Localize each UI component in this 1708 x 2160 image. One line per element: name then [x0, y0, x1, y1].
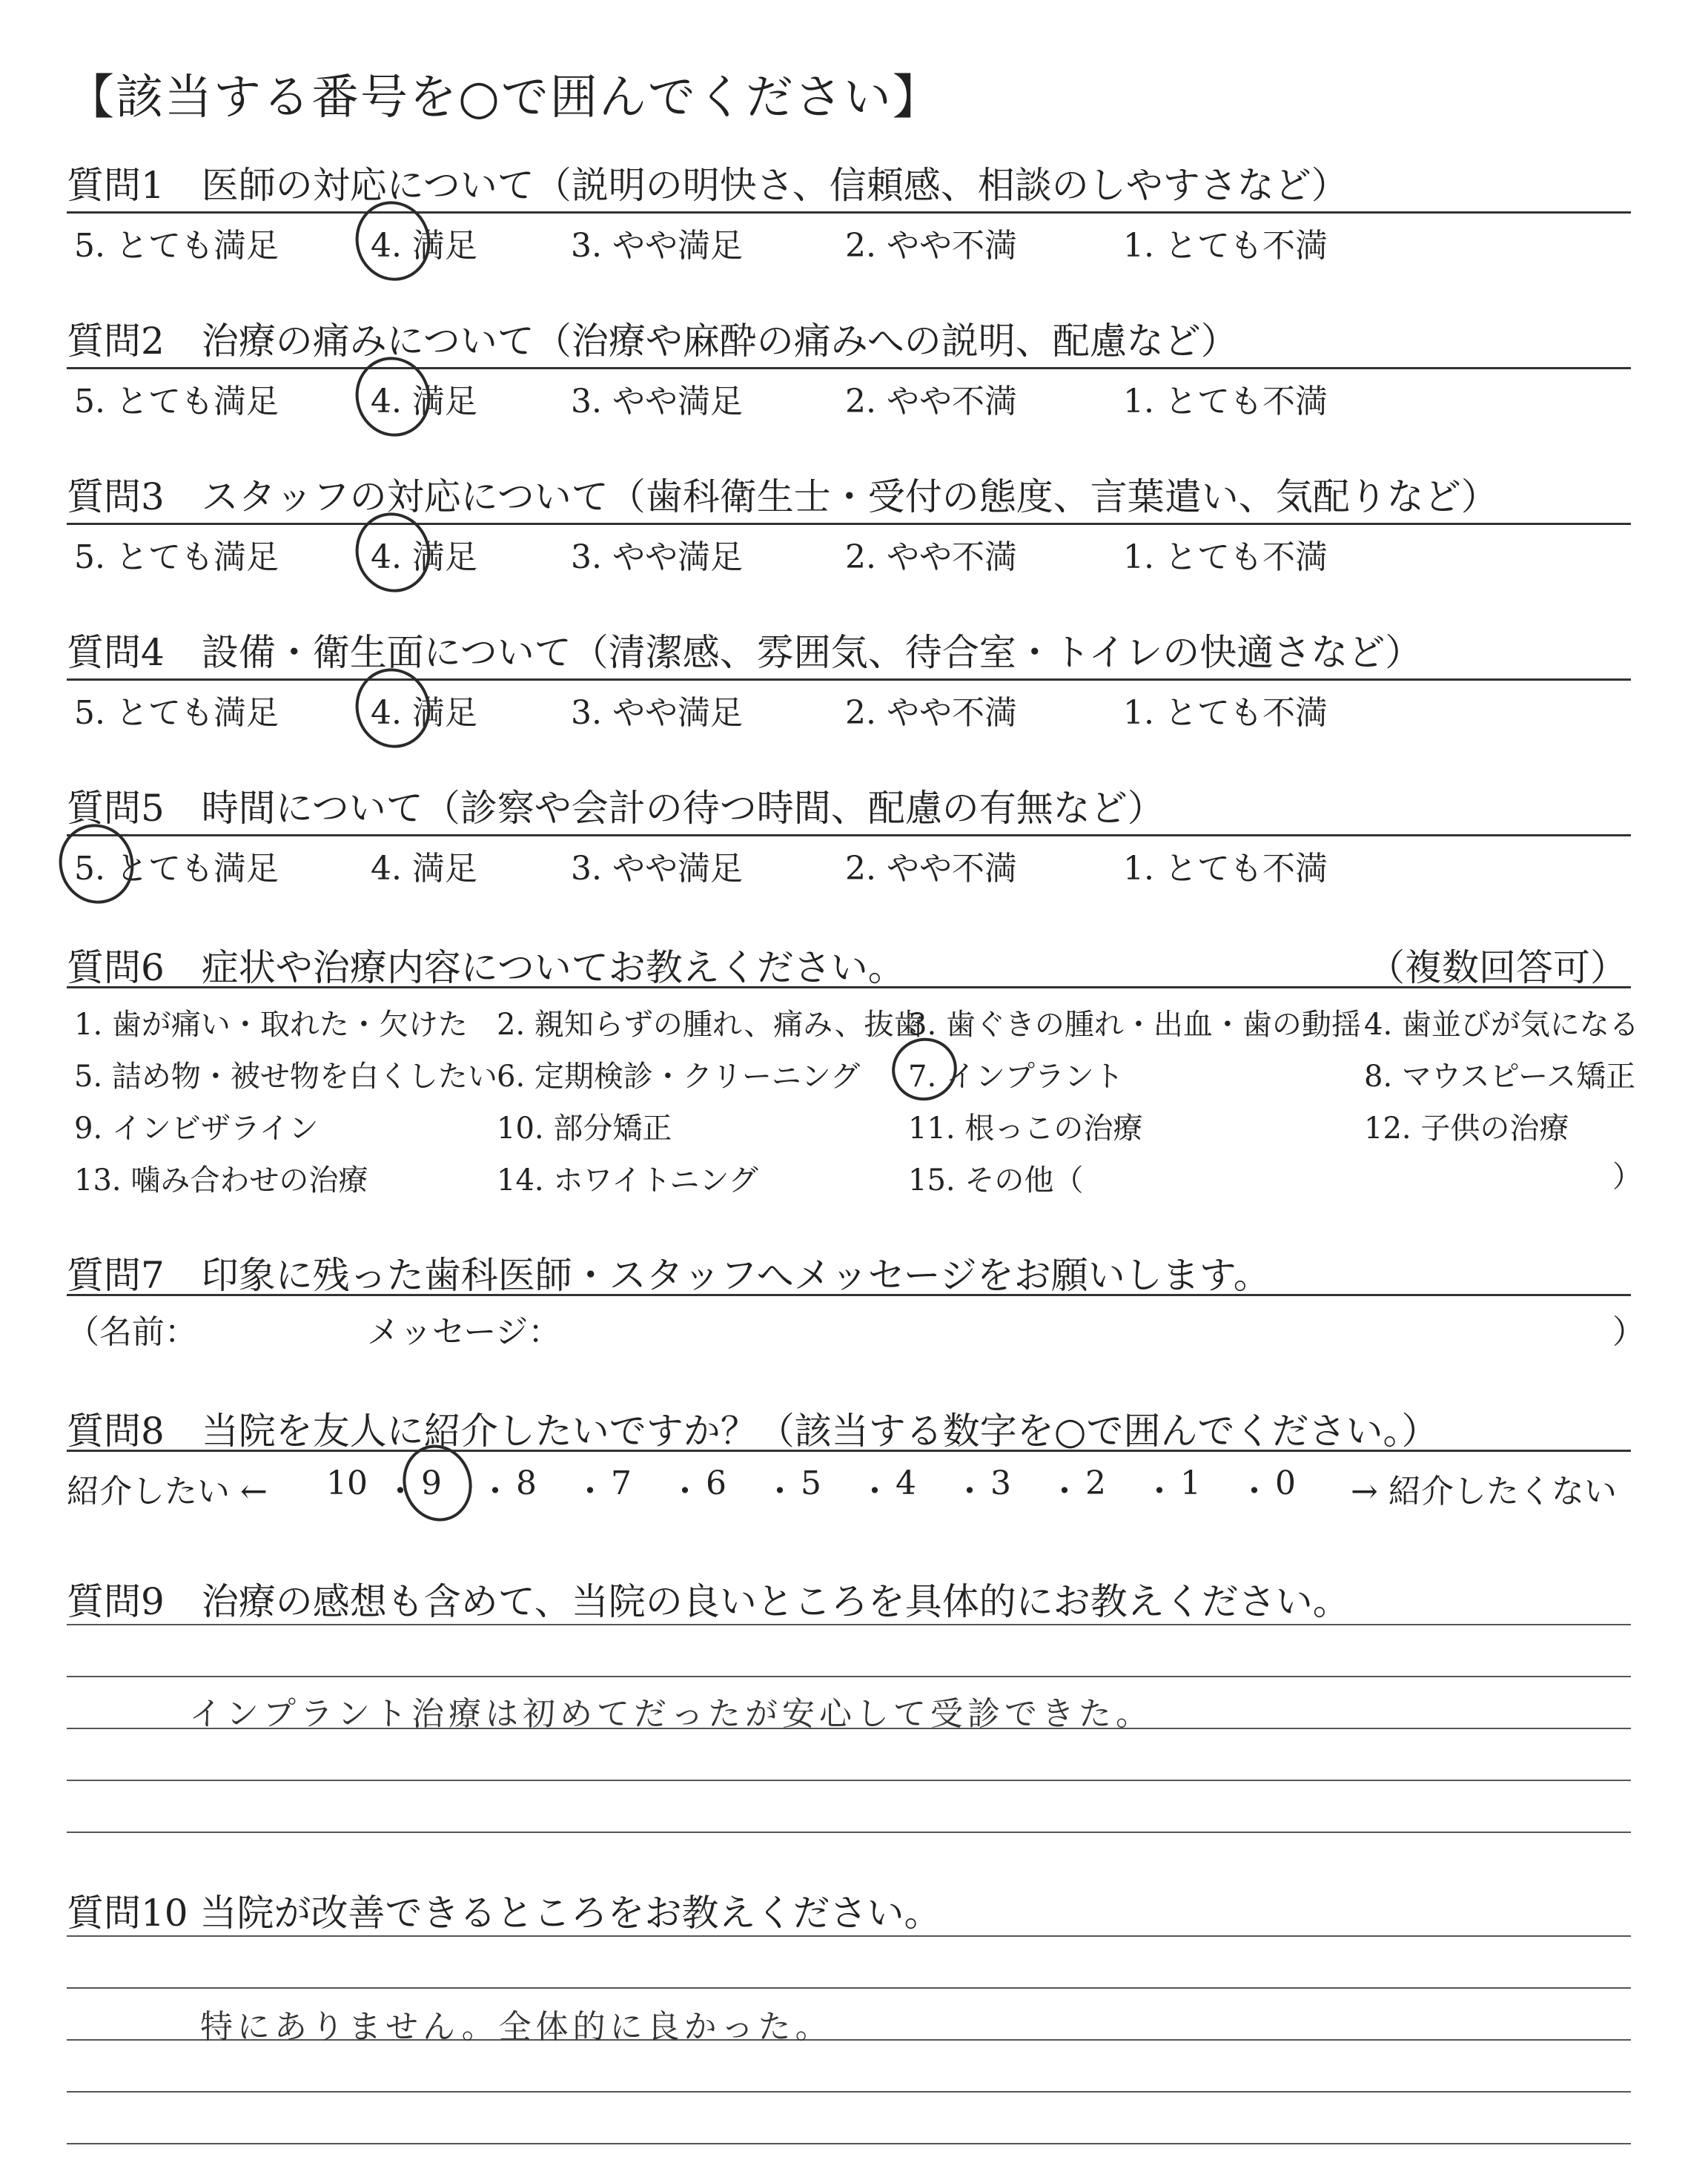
q8-separator: ・	[1048, 1473, 1081, 1510]
q2-option-4[interactable]: 4. 満足	[371, 383, 477, 420]
q8-title: 質問8 当院を友人に紹介したいですか？（該当する数字を○で囲んでください。）	[67, 1410, 1439, 1453]
q9-line-4	[67, 1780, 1631, 1781]
q6-option-6[interactable]: 6. 定期検診・クリーニング	[497, 1060, 861, 1094]
q3-option-4[interactable]: 4. 満足	[371, 538, 477, 576]
q1-option-4[interactable]: 4. 満足	[371, 227, 477, 265]
q3-option-3[interactable]: 3. やや満足	[571, 538, 743, 576]
q9-line-5	[67, 1832, 1631, 1833]
q8-separator: ・	[1238, 1473, 1271, 1510]
q6-option-13[interactable]: 13. 噛み合わせの治療	[74, 1163, 368, 1198]
q2-rule	[67, 367, 1631, 369]
q5-option-4[interactable]: 4. 満足	[371, 850, 477, 888]
q8-separator: ・	[953, 1473, 986, 1510]
q4-option-5[interactable]: 5. とても満足	[74, 694, 279, 732]
q6-option-9[interactable]: 9. インビザライン	[74, 1112, 319, 1146]
q4-option-4[interactable]: 4. 満足	[371, 694, 477, 732]
q6-option-11[interactable]: 11. 根っこの治療	[908, 1112, 1143, 1146]
q4-option-1[interactable]: 1. とても不満	[1123, 694, 1328, 732]
q8-separator: ・	[764, 1473, 796, 1510]
q1-option-3[interactable]: 3. やや満足	[571, 227, 743, 265]
q2-option-5[interactable]: 5. とても満足	[74, 383, 279, 420]
q8-separator: ・	[384, 1473, 417, 1510]
q8-scale-8[interactable]: 8	[516, 1464, 537, 1502]
q7-title: 質問7 印象に残った歯科医師・スタッフへメッセージをお願いします。	[67, 1254, 1271, 1297]
q6-option-4[interactable]: 4. 歯並びが気になる	[1364, 1008, 1639, 1042]
q5-option-3[interactable]: 3. やや満足	[571, 850, 743, 888]
q8-scale-0[interactable]: 0	[1275, 1464, 1296, 1502]
q8-scale-4[interactable]: 4	[896, 1464, 916, 1502]
q8-separator: ・	[574, 1473, 606, 1510]
q8-separator: ・	[479, 1473, 512, 1510]
q8-scale-10[interactable]: 10	[326, 1464, 368, 1502]
q8-left-label: 紹介したい ←	[67, 1473, 268, 1510]
q9-line-1	[67, 1624, 1631, 1625]
q4-option-3[interactable]: 3. やや満足	[571, 694, 743, 732]
q3-option-1[interactable]: 1. とても不満	[1123, 538, 1328, 576]
q9-line-2	[67, 1676, 1631, 1677]
q6-option-7[interactable]: 7. インプラント	[908, 1060, 1124, 1094]
q7-message-label: メッセージ：	[367, 1313, 561, 1351]
q8-right-label: → 紹介したくない	[1351, 1473, 1617, 1510]
q1-rule	[67, 211, 1631, 214]
q6-option-1[interactable]: 1. 歯が痛い・取れた・欠けた	[74, 1008, 468, 1042]
q6-other-close: ）	[1612, 1160, 1642, 1194]
q4-title: 質問4 設備・衛生面について（清潔感、雰囲気、待合室・トイレの快適さなど）	[67, 631, 1423, 674]
q4-option-2[interactable]: 2. やや不満	[845, 694, 1017, 732]
q10-title: 質問10 当院が改善できるところをお教えください。	[67, 1892, 941, 1935]
q2-option-3[interactable]: 3. やや満足	[571, 383, 743, 420]
q5-option-1[interactable]: 1. とても不満	[1123, 850, 1328, 888]
q8-scale-3[interactable]: 3	[990, 1464, 1011, 1502]
q10-handwritten-answer: 特にありません。全体的に良かった。	[200, 2008, 833, 2046]
q5-option-5[interactable]: 5. とても満足	[74, 850, 279, 888]
q9-handwritten-answer: インプラント治療は初めてだったが安心して受診できた。	[189, 1695, 1153, 1733]
q6-option-8[interactable]: 8. マウスピース矯正	[1364, 1060, 1636, 1094]
q2-option-2[interactable]: 2. やや不満	[845, 383, 1017, 420]
q2-option-1[interactable]: 1. とても不満	[1123, 383, 1328, 420]
q3-rule	[67, 523, 1631, 525]
q8-separator: ・	[858, 1473, 891, 1510]
q1-option-5[interactable]: 5. とても満足	[74, 227, 279, 265]
q8-rule	[67, 1450, 1631, 1452]
q8-scale-5[interactable]: 5	[801, 1464, 821, 1502]
q6-option-5[interactable]: 5. 詰め物・被せ物を白くしたい	[74, 1060, 497, 1094]
q6-title: 質問6 症状や治療内容についてお教えください。	[67, 946, 905, 989]
q6-option-3[interactable]: 3. 歯ぐきの腫れ・出血・歯の動揺	[908, 1008, 1361, 1042]
q8-scale-9[interactable]: 9	[421, 1464, 442, 1502]
q10-line-1	[67, 1935, 1631, 1937]
q6-option-2[interactable]: 2. 親知らずの腫れ、痛み、抜歯	[497, 1008, 924, 1042]
q1-title: 質問1 医師の対応について（説明の明快さ、信頼感、相談のしやすさなど）	[67, 164, 1348, 207]
q6-option-12[interactable]: 12. 子供の治療	[1364, 1112, 1569, 1146]
q8-separator: ・	[669, 1473, 701, 1510]
q7-rule	[67, 1294, 1631, 1296]
q9-title: 質問9 治療の感想も含めて、当院の良いところを具体的にお教えください。	[67, 1580, 1350, 1623]
q1-option-1[interactable]: 1. とても不満	[1123, 227, 1328, 265]
q6-option-14[interactable]: 14. ホワイトニング	[497, 1163, 758, 1198]
q3-option-2[interactable]: 2. やや不満	[845, 538, 1017, 576]
q8-scale-2[interactable]: 2	[1085, 1464, 1106, 1502]
q6-option-10[interactable]: 10. 部分矯正	[497, 1112, 672, 1146]
q7-close: ）	[1612, 1313, 1645, 1351]
q6-note: （複数回答可）	[1368, 946, 1627, 989]
q6-option-15[interactable]: 15. その他（	[908, 1163, 1084, 1198]
q3-title: 質問3 スタッフの対応について（歯科衛生士・受付の態度、言葉遣い、気配りなど）	[67, 475, 1498, 518]
q2-title: 質問2 治療の痛みについて（治療や麻酔の痛みへの説明、配慮など）	[67, 320, 1238, 363]
q4-rule	[67, 678, 1631, 681]
q10-line-2	[67, 1987, 1631, 1989]
q7-name-label: （名前：	[67, 1313, 197, 1351]
q5-option-2[interactable]: 2. やや不満	[845, 850, 1017, 888]
q8-scale-1[interactable]: 1	[1180, 1464, 1201, 1502]
q5-rule	[67, 834, 1631, 836]
q6-rule	[67, 986, 1631, 988]
page-header: 【該当する番号を○で囲んでください】	[67, 70, 941, 125]
q10-line-5	[67, 2143, 1631, 2144]
q8-separator: ・	[1143, 1473, 1176, 1510]
q3-option-5[interactable]: 5. とても満足	[74, 538, 279, 576]
q10-line-4	[67, 2091, 1631, 2093]
q8-scale-6[interactable]: 6	[706, 1464, 726, 1502]
q5-title: 質問5 時間について（診察や会計の待つ時間、配慮の有無など）	[67, 787, 1165, 830]
q8-scale-7[interactable]: 7	[611, 1464, 632, 1502]
q1-option-2[interactable]: 2. やや不満	[845, 227, 1017, 265]
